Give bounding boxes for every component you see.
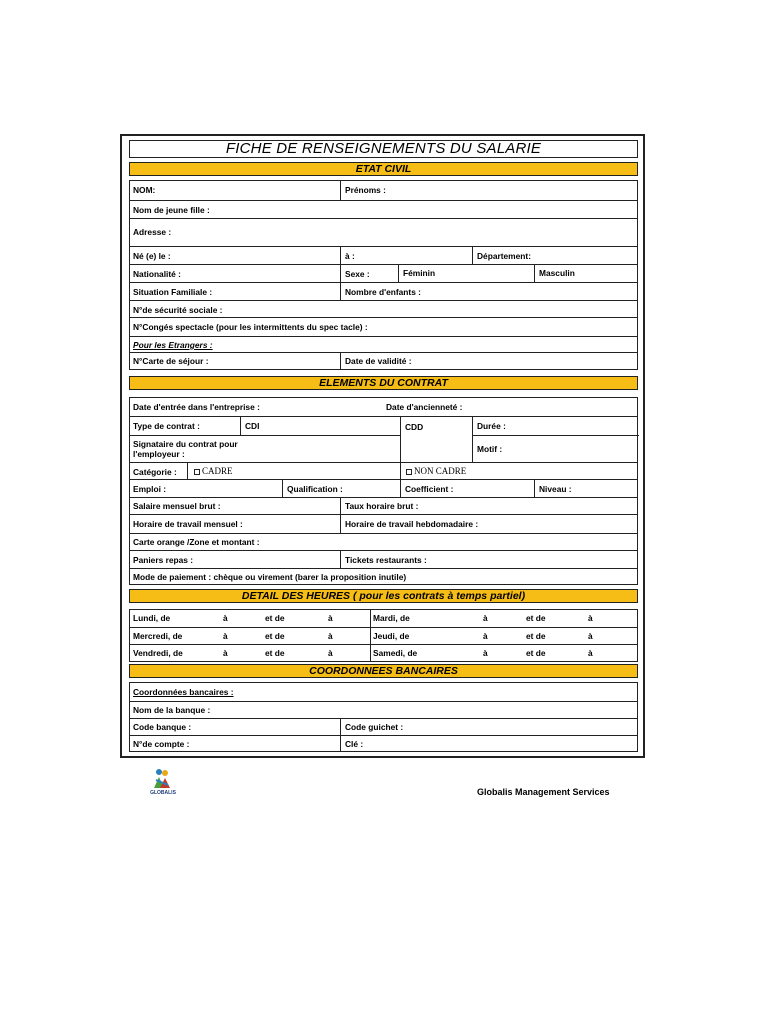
day-mercredi: Mercredi, de	[133, 631, 183, 641]
label-code-guichet: Code guichet :	[345, 722, 404, 732]
row-situation	[130, 282, 637, 300]
checkbox-icon	[406, 469, 412, 475]
row-salaire	[130, 497, 637, 514]
checkbox-cadre[interactable]: CADRE	[194, 466, 233, 476]
day-vendredi: Vendredi, de	[133, 648, 183, 658]
label-categorie: Catégorie :	[133, 467, 177, 477]
label-validite: Date de validité :	[345, 356, 412, 366]
label-prenoms: Prénoms :	[345, 185, 386, 195]
company-name: Globalis Management Services	[477, 787, 610, 797]
label-conges: N°Congés spectacle (pour les intermittents du spec tacle) :	[133, 322, 368, 332]
label-ne-le: Né (e) le :	[133, 251, 171, 261]
label-lieu: à :	[345, 251, 355, 261]
day-samedi: Samedi, de	[373, 648, 418, 658]
label-cdi: CDI	[245, 421, 260, 431]
label-horaire-mensuel: Horaire de travail mensuel :	[133, 519, 243, 529]
label-feminin: Féminin	[403, 268, 436, 278]
row-paiement	[130, 568, 637, 584]
globalis-logo	[142, 768, 184, 802]
label-signataire-1: Signataire du contrat pour	[133, 439, 238, 449]
label-date-entree: Date d'entrée dans l'entreprise :	[133, 402, 260, 412]
heures-grid	[129, 609, 638, 662]
row-nom-jeune-fille	[130, 200, 637, 218]
row-nationalite	[130, 264, 637, 282]
label-duree: Durée :	[477, 421, 506, 431]
label-tickets: Tickets restaurants :	[345, 555, 427, 565]
label-enfants: Nombre d'enfants :	[345, 287, 421, 297]
heures-row-3: Vendredi, de à et de à Samedi, de à et de à	[130, 644, 637, 661]
label-motif: Motif :	[477, 444, 503, 454]
label-emploi: Emploi :	[133, 484, 167, 494]
row-horaires	[130, 514, 637, 533]
row-compte	[130, 735, 637, 751]
section-heures: DETAIL DES HEURES ( pour les contrats à temps partiel)	[129, 589, 638, 603]
label-paiement: Mode de paiement : chèque ou virement (barer la proposition inutile)	[133, 572, 407, 582]
label-coordonnees: Coordonnées bancaires :	[133, 687, 234, 697]
form-title: FICHE DE RENSEIGNEMENTS DU SALARIE	[129, 140, 638, 158]
checkbox-non-cadre[interactable]: NON CADRE	[406, 466, 466, 476]
label-nom-jeune-fille: Nom de jeune fille :	[133, 205, 210, 215]
row-coordonnees	[130, 683, 637, 701]
label-masculin: Masculin	[539, 268, 575, 278]
etat-civil-grid	[129, 180, 638, 353]
label-situation: Situation Familiale :	[133, 287, 213, 297]
day-mardi: Mardi, de	[373, 613, 410, 623]
row-nom-banque	[130, 701, 637, 718]
label-departement: Département:	[477, 251, 531, 261]
section-contrat: ELEMENTS DU CONTRAT	[129, 376, 638, 390]
logo-icon	[142, 768, 184, 802]
label-compte: N°de compte :	[133, 739, 190, 749]
label-paniers: Paniers repas :	[133, 555, 194, 565]
row-categorie	[130, 462, 637, 479]
section-bancaires: COORDONNEES BANCAIRES	[129, 664, 638, 678]
row-emploi	[130, 479, 637, 497]
heures-row-1: Lundi, de à et de à Mardi, de à et de à	[133, 613, 593, 623]
row-secu	[130, 300, 637, 317]
label-etrangers: Pour les Etrangers :	[133, 340, 213, 350]
label-sexe: Sexe :	[345, 269, 370, 279]
label-coefficient: Coefficient :	[405, 484, 454, 494]
row-naissance	[130, 246, 637, 264]
label-secu: N°de sécurité sociale :	[133, 305, 223, 315]
label-qualification: Qualification :	[287, 484, 343, 494]
row-nom	[130, 181, 637, 200]
label-cle: Clé :	[345, 739, 364, 749]
label-carte-orange: Carte orange /Zone et montant :	[133, 537, 260, 547]
label-adresse: Adresse :	[133, 227, 172, 237]
day-jeudi: Jeudi, de	[373, 631, 410, 641]
label-code-banque: Code banque :	[133, 722, 192, 732]
row-adresse	[130, 218, 637, 246]
bancaires-grid	[129, 682, 638, 752]
label-type-contrat: Type de contrat :	[133, 421, 200, 431]
row-repas	[130, 550, 637, 568]
label-carte-sejour: N°Carte de séjour :	[133, 356, 209, 366]
row-carte-orange	[130, 533, 637, 550]
heures-row-2: Mercredi, de à et de à Jeudi, de à et de à	[130, 627, 637, 644]
checkbox-icon	[194, 469, 200, 475]
row-etrangers	[130, 336, 637, 353]
section-etat-civil: ETAT CIVIL	[129, 162, 638, 176]
label-signataire-2: l'employeur :	[133, 449, 185, 459]
day-lundi: Lundi, de	[133, 613, 171, 623]
label-taux: Taux horaire brut :	[345, 501, 419, 511]
sejour-grid	[129, 352, 638, 370]
row-dates	[130, 398, 637, 416]
label-nom-banque: Nom de la banque :	[133, 705, 211, 715]
label-anciennete: Date d'ancienneté :	[386, 402, 463, 412]
label-nationalite: Nationalité :	[133, 269, 181, 279]
label-cdd: CDD	[405, 422, 424, 432]
label-nom: NOM:	[133, 185, 156, 195]
row-type-contrat	[130, 416, 637, 462]
row-codes	[130, 718, 637, 735]
label-salaire: Salaire mensuel brut :	[133, 501, 221, 511]
row-conges	[130, 317, 637, 336]
label-niveau: Niveau :	[539, 484, 572, 494]
label-horaire-hebdo: Horaire de travail hebdomadaire :	[345, 519, 479, 529]
contrat-grid	[129, 397, 638, 585]
logo-text: GLOBALIS	[150, 790, 176, 796]
